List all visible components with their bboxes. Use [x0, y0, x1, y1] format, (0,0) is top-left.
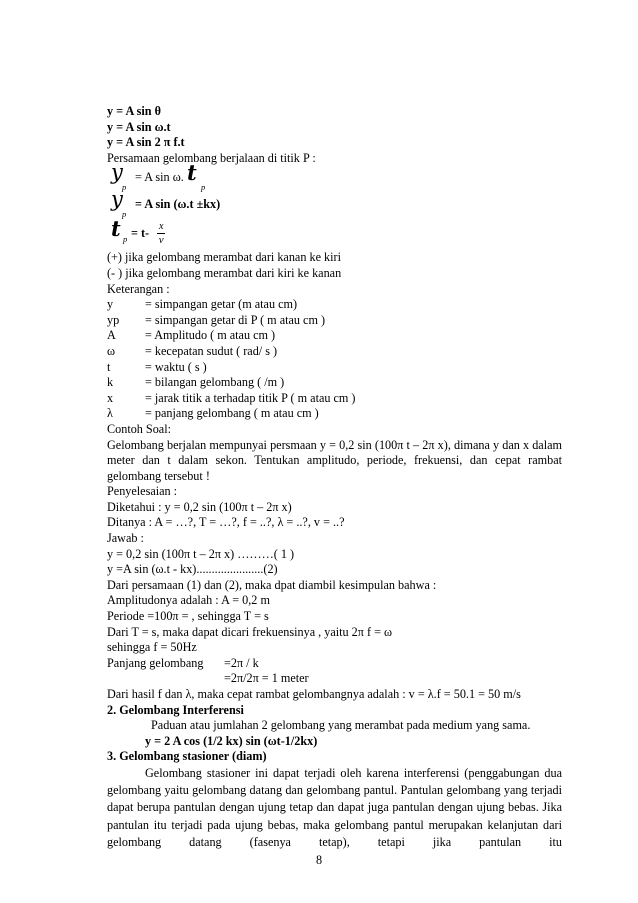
definition-row	[107, 328, 562, 344]
definition-symbol: λ	[107, 406, 113, 421]
equation-line-2: y = A sin ω.t	[107, 119, 171, 134]
formula-traveling-wave-2	[107, 187, 562, 220]
definition-symbol: A	[107, 328, 116, 343]
formula-rhs: = A sin (ω.t ±kx)	[135, 197, 221, 212]
definition-text: = jarak titik a terhadap titik P ( m atau cm )	[145, 390, 356, 405]
definition-symbol: t	[107, 359, 111, 374]
formula-t-symbol: t	[111, 216, 121, 242]
definition-symbol: y	[107, 297, 114, 312]
definition-text: = simpangan getar di P ( m atau cm )	[145, 312, 326, 327]
fraction-numerator: x	[159, 221, 164, 233]
formula-traveling-wave-1	[107, 160, 562, 193]
solution-line: Amplitudonya adalah : A = 0,2 m	[107, 593, 270, 608]
definition-symbol: x	[107, 390, 114, 405]
formula-y-subscript: p	[122, 209, 127, 220]
definition-symbol: ω	[107, 343, 116, 358]
definition-text: = simpangan getar (m atau cm)	[145, 297, 298, 312]
legend-heading: Keterangan :	[107, 281, 170, 296]
definition-row	[107, 375, 562, 391]
section-2-heading: 2. Gelombang Interferensi	[107, 702, 244, 717]
formula-time-at-p	[107, 216, 562, 250]
note-plus: (+) jika gelombang merambat dari kanan ke kiri	[107, 250, 341, 265]
solution-line: y = 0,2 sin (100π t – 2π x) ………( 1 )	[107, 546, 295, 561]
definition-row	[107, 391, 562, 407]
solution-line: Dari persamaan (1) dan (2), maka dpat diambil kesimpulan bahwa :	[107, 577, 437, 592]
fraction-x-over-v	[157, 222, 165, 245]
definition-text: = waktu ( s )	[145, 359, 207, 374]
wavelength-step-2: =2π/2π = 1 meter	[224, 671, 309, 686]
example-conclusion: Dari hasil f dan λ, maka cepat rambat gelombangnya adalah : v = λ.f = 50.1 = 50 m/s	[107, 687, 521, 701]
traveling-wave-intro: Persamaan gelombang berjalaan di titik P :	[107, 150, 316, 165]
wavelength-row	[107, 656, 562, 672]
page-number: 8	[315, 853, 323, 867]
solution-line: sehingga f = 50Hz	[107, 640, 197, 655]
definition-text: = bilangan gelombang ( /m )	[145, 375, 285, 390]
solution-line: Ditanya : A = …?, T = …?, f = ..?, λ = ..?, v = ..?	[107, 515, 345, 530]
solution-line: y =A sin (ω.t - kx)......................(2)	[107, 562, 278, 577]
equation-line-1: y = A sin θ	[107, 104, 161, 118]
formula-rhs: = t-	[131, 226, 150, 241]
section-3-paragraph: Gelombang stasioner ini dapat terjadi oleh karena interferensi (penggabungan dua gelombang yaitu gelombang datang dan gelombang pantul. Pantulan gelombang yang terjadi dapat berupa pantulan dengan ujung tetap dan dapat juga pantulan dengan ujung bebas. Jika pantulan itu terjadi pada ujung bebas, maka gelombang pantul merupakan kelanjutan dari gelombang datang (fasenya tetap), tetapi jika pantulan itu	[107, 765, 562, 849]
definition-row	[107, 313, 562, 329]
definition-text: = panjang gelombang ( m atau cm )	[145, 406, 319, 421]
wavelength-row	[107, 671, 562, 687]
formula-t-subscript: p	[201, 182, 206, 193]
definition-row	[107, 360, 562, 376]
section-2-formula: y = 2 A cos (1/2 kx) sin (ωt-1/2kx)	[145, 733, 318, 748]
definition-row	[107, 406, 562, 422]
section-3-heading: 3. Gelombang stasioner (diam)	[107, 749, 267, 764]
wavelength-step-1: =2π / k	[224, 655, 259, 670]
solution-line: Penyelesaian :	[107, 484, 178, 499]
equation-line-3: y = A sin 2 π f.t	[107, 135, 185, 150]
document-body	[107, 104, 562, 851]
formula-y-symbol: y	[111, 160, 123, 185]
solution-line: Dari T = s, maka dapat dicari frekuensinya , yaitu 2π f = ω	[107, 624, 393, 639]
formula-t-subscript: p	[123, 234, 128, 245]
solution-line: Periode =100π = , sehingga T = s	[107, 609, 269, 624]
definition-symbol: k	[107, 375, 114, 390]
section-2-text: Paduan atau jumlahan 2 gelombang yang merambat pada medium yang sama.	[151, 718, 531, 733]
definition-row	[107, 297, 562, 313]
definition-row	[107, 344, 562, 360]
example-heading: Contoh Soal:	[107, 421, 171, 436]
formula-y-subscript: p	[122, 182, 127, 193]
formula-rhs: = A sin ω.	[135, 170, 184, 185]
definition-text: = Amplitudo ( m atau cm )	[145, 328, 276, 343]
wavelength-spacer	[107, 671, 224, 687]
fraction-denominator: v	[158, 234, 164, 247]
solution-line: Jawab :	[107, 531, 144, 546]
note-minus: (- ) jika gelombang merambat dari kiri ke kanan	[107, 265, 342, 280]
example-problem: Gelombang berjalan mempunyai persmaan y = 0,2 sin (100π t – 2π x), dimana y dan x dalam meter dan t dalam sekon. Tentukan amplitudo, periode, frekuensi, dan cepat rambat gelombang tersebut !	[107, 437, 562, 483]
solution-line: Diketahui : y = 0,2 sin (100π t – 2π x)	[107, 499, 292, 514]
formula-y-symbol: y	[111, 187, 123, 212]
formula-t-symbol: t	[187, 160, 197, 186]
wavelength-label: Panjang gelombang	[107, 655, 204, 670]
definition-text: = kecepatan sudut ( rad/ s )	[145, 343, 278, 358]
definition-symbol: yp	[107, 312, 120, 327]
